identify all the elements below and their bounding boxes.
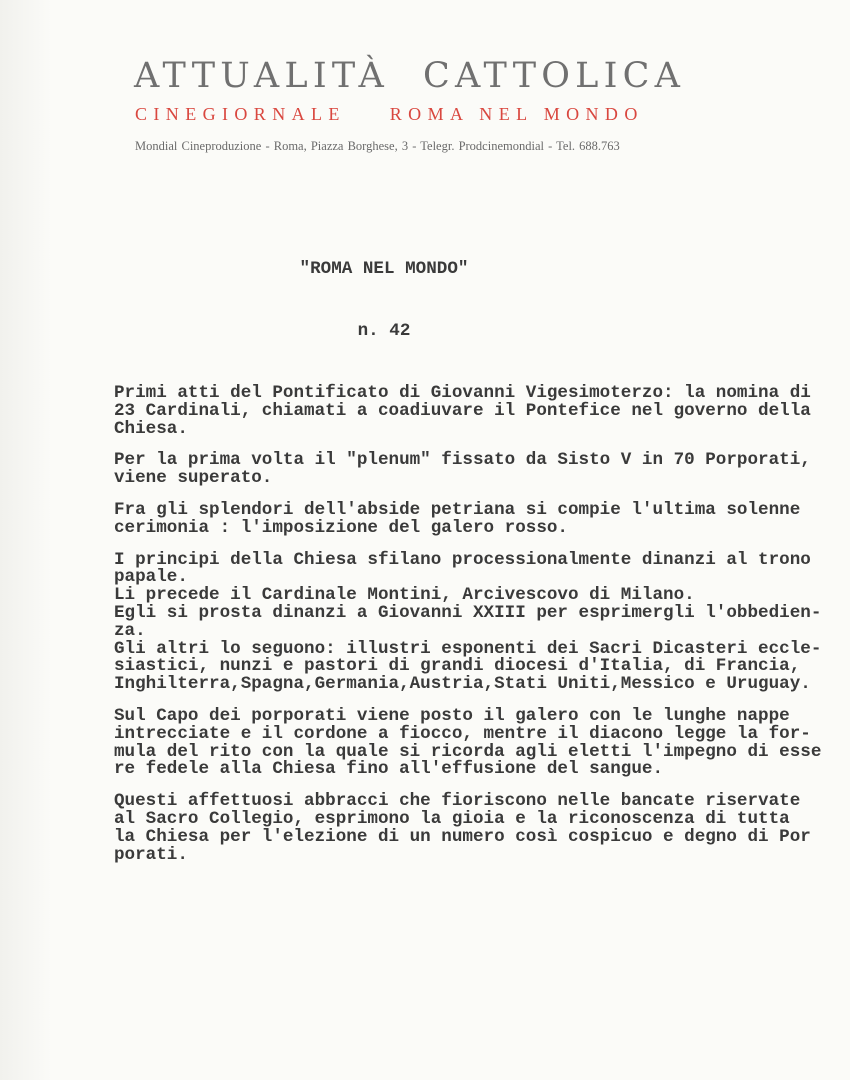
letterhead-address: Mondial Cineproduzione - Roma, Piazza Borghese, 3 - Telegr. Prodcinemondial - Tel. 688.763 — [135, 139, 620, 153]
text-line: Fra gli splendori dell'abside petriana si compie l'ultima solenne — [114, 499, 801, 520]
text-line: I principi della Chiesa sfilano processionalmente dinanzi al trono — [114, 549, 811, 570]
text-line: viene superato. — [114, 468, 273, 489]
text-line: porati. — [114, 844, 188, 865]
text-line: Chiesa. — [114, 418, 188, 439]
paragraph — [114, 385, 821, 438]
paragraph — [114, 452, 821, 488]
text-line: intrecciate e il cordone a fiocco, mentre il diacono legge la for- — [114, 723, 811, 744]
text-line: siastici, nunzi e pastori di grandi diocesi d'Italia, di Francia, — [114, 656, 801, 677]
document-heading — [0, 218, 768, 362]
text-line: cerimonia : l'imposizione del galero rosso. — [114, 517, 568, 538]
letterhead-subtitle — [135, 104, 644, 125]
paper-edge-shadow — [0, 0, 52, 1080]
text-line: za. — [114, 620, 146, 641]
text-line: la Chiesa per l'elezione di un numero così cospicuo e degno di Por — [114, 826, 811, 847]
text-line: mula del rito con la quale si ricorda agli eletti l'impegno di esse — [114, 741, 822, 762]
heading-title: "ROMA NEL MONDO" — [299, 259, 469, 279]
subtitle-left: CINEGIORNALE — [135, 104, 346, 124]
text-line: 23 Cardinali, chiamati a coadiuvare il Pontefice nel governo della — [114, 400, 811, 421]
paragraph — [114, 499, 821, 538]
document-body — [114, 385, 821, 878]
text-line: papale. — [114, 567, 188, 588]
text-line: Primi atti del Pontificato di Giovanni Vigesimoterzo: la nomina di — [114, 383, 811, 403]
paragraph — [114, 793, 821, 864]
title-left: ATTUALITÀ — [134, 56, 389, 96]
text-line: Questi affettuosi abbracci che fioriscono nelle bancate riservate — [114, 791, 801, 812]
text-line: al Sacro Collegio, esprimono la gioia e la riconoscenza di tutta — [114, 808, 790, 829]
text-line: Egli si prosta dinanzi a Giovanni XXIII per esprimergli l'obbedien- — [114, 602, 822, 623]
paragraph — [114, 705, 822, 780]
text-line: Li precede il Cardinale Montini, Arcivescovo di Milano. — [114, 585, 695, 606]
letterhead-title — [134, 56, 685, 96]
paragraph — [114, 549, 822, 695]
text-line: Inghilterra,Spagna,Germania,Austria,Stati Uniti,Messico e Uruguay. — [114, 674, 811, 695]
text-line: Gli altri lo seguono: illustri esponenti dei Sacri Dicasteri eccle- — [114, 638, 822, 659]
text-line: Sul Capo dei porporati viene posto il galero con le lunghe nappe — [114, 705, 790, 726]
subtitle-right: ROMA NEL MONDO — [389, 104, 644, 124]
text-line: Per la prima volta il "plenum" fissato da Sisto V in 70 Porporati, — [114, 450, 811, 471]
text-line: re fedele alla Chiesa fino all'effusione del sangue. — [114, 759, 664, 780]
heading-number: n. 42 — [357, 321, 411, 341]
title-right: CATTOLICA — [422, 56, 686, 96]
